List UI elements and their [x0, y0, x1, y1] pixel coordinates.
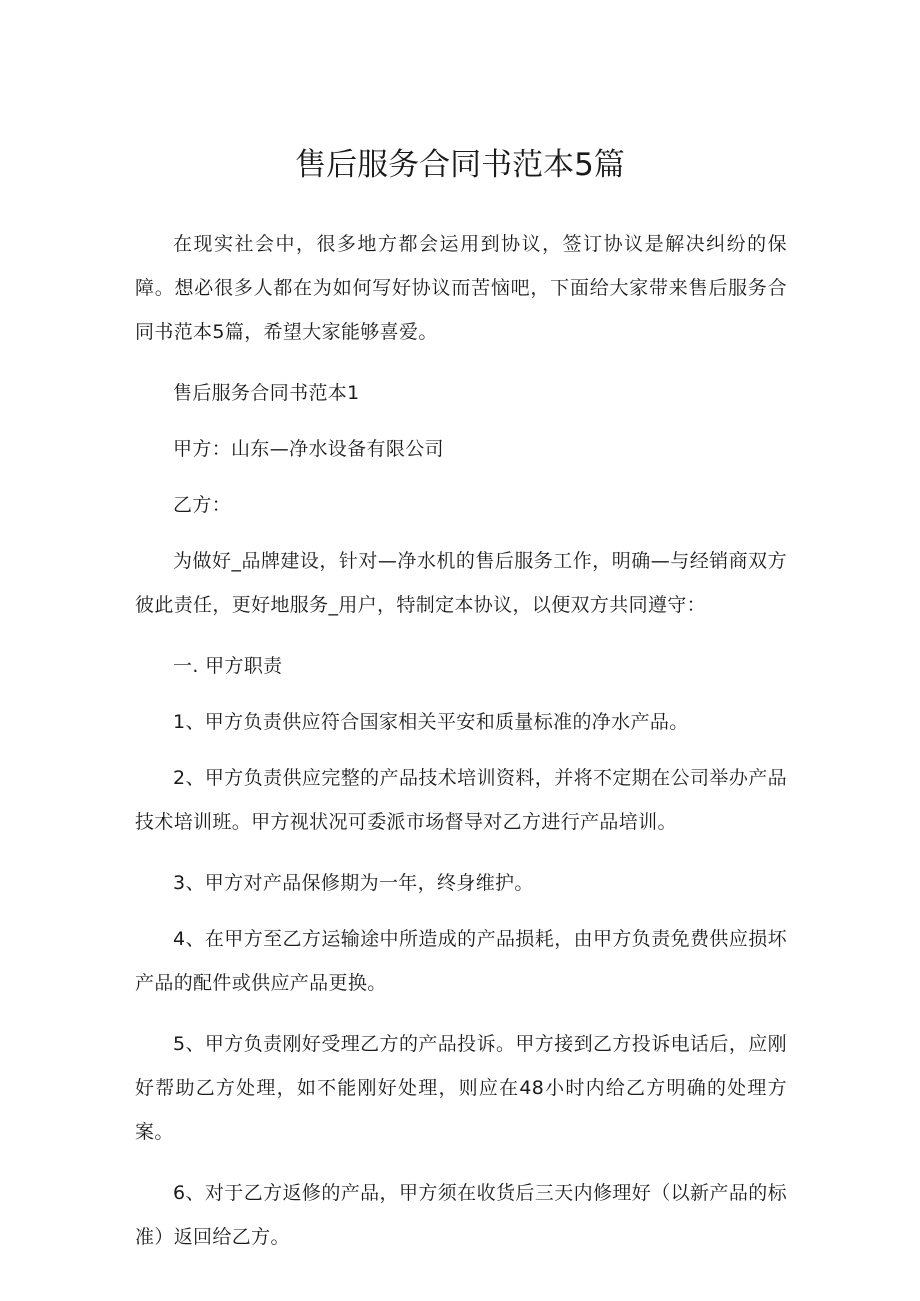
clause-item: 1、甲方负责供应符合国家相关平安和质量标准的净水产品。 — [173, 711, 689, 733]
clause-item: 4、在甲方至乙方运输途中所造成的产品损耗，由甲方负责免费供应损坏产品的配件或供应产品更换。 — [135, 928, 787, 994]
clause-item: 5、甲方负责刚好受理乙方的产品投诉。甲方接到乙方投诉电话后，应刚好帮助乙方处理，如不能刚好处理，则应在48小时内给乙方明确的处理方案。 — [135, 1033, 787, 1143]
party-a-line: 甲方：山东—净水设备有限公司 — [173, 438, 444, 460]
document-title: 售后服务合同书范本5篇 — [295, 147, 625, 183]
preamble-paragraph: 为做好_品牌建设，针对—净水机的售后服务工作，明确—与经销商双方彼此责任，更好地服务_用户，特制定本协议，以便双方共同遵守： — [135, 550, 787, 616]
party-b-line: 乙方： — [173, 494, 232, 516]
clause-item: 6、对于乙方返修的产品，甲方须在收货后三天内修理好（以新产品的标准）返回给乙方。 — [135, 1182, 787, 1248]
document-body — [135, 222, 787, 1276]
clause-item: 2、甲方负责供应完整的产品技术培训资料，并将不定期在公司举办产品技术培训班。甲方视状况可委派市场督导对乙方进行产品培训。 — [135, 767, 787, 833]
clause-heading: 一. 甲方职责 — [173, 655, 283, 677]
section-heading: 售后服务合同书范本1 — [173, 382, 360, 404]
clause-item: 3、甲方对产品保修期为一年，终身维护。 — [173, 872, 534, 894]
intro-paragraph: 在现实社会中，很多地方都会运用到协议，签订协议是解决纠纷的保障。想必很多人都在为如何写好协议而苦恼吧，下面给大家带来售后服务合同书范本5篇，希望大家能够喜爱。 — [135, 233, 787, 343]
